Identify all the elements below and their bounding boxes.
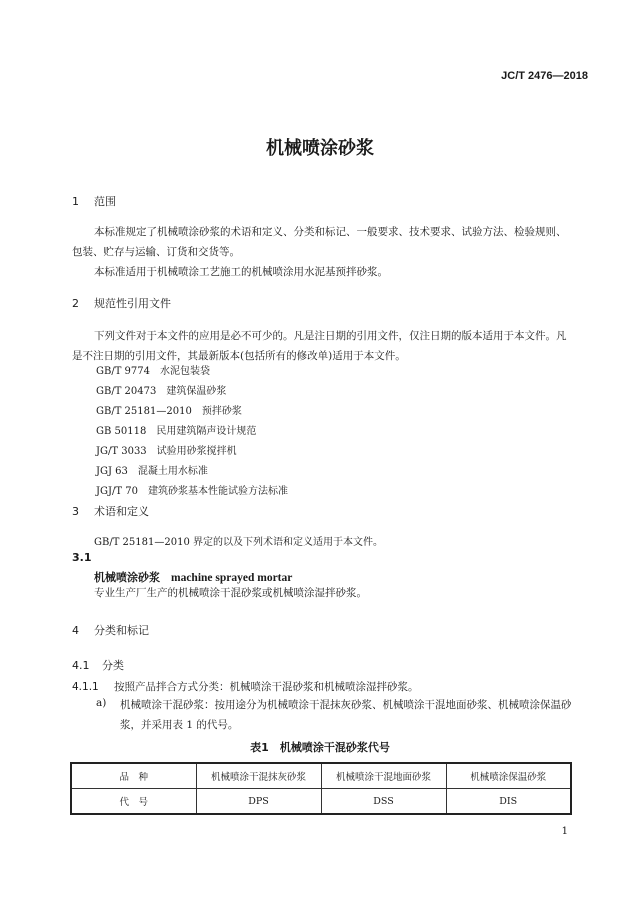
clause-4-1-1 [72, 677, 592, 697]
table-cell: 机械喷涂干混抹灰砂浆 [196, 763, 321, 789]
reference-item: GB/T 20473 建筑保温砂浆 [96, 386, 227, 397]
subsection-number: 4.1 [72, 659, 90, 672]
reference-item: GB 50118 民用建筑隔声设计规范 [96, 426, 257, 437]
term-definition: 专业生产厂生产的机械喷涂干混砂浆或机械喷涂湿拌砂浆。 [94, 587, 367, 599]
section-number: 1 [72, 195, 79, 208]
section-title: 范围 [94, 195, 116, 208]
section-number: 3 [72, 505, 79, 518]
section-1-heading [72, 193, 116, 209]
table-cell: 机械喷涂干混地面砂浆 [321, 763, 446, 789]
scope-paragraph-1: 本标准规定了机械喷涂砂浆的术语和定义、分类和标记、一般要求、技术要求、试验方法、检验规则、包装、贮存与运输、订货和交货等。 [72, 226, 567, 258]
reference-item: GB/T 9774 水泥包装袋 [96, 366, 211, 377]
reference-item: GB/T 25181—2010 预拌砂浆 [96, 406, 242, 417]
section-number: 4 [72, 624, 79, 637]
table-header-cell: 品 种 [71, 763, 196, 789]
subsection-title: 分类 [102, 659, 124, 672]
section-number: 2 [72, 297, 79, 310]
table-row [71, 763, 571, 789]
table-caption: 表1 机械喷涂干混砂浆代号 [250, 741, 390, 754]
mortar-code-table [70, 762, 572, 815]
terms-intro: GB/T 25181—2010 界定的以及下列术语和定义适用于本文件。 [94, 537, 383, 548]
term-number: 3.1 [72, 551, 92, 564]
page-number: 1 [561, 826, 568, 837]
standard-code: JC/T 2476—2018 [501, 70, 588, 82]
normative-intro: 下列文件对于本文件的应用是必不可少的。凡是注日期的引用文件，仅注日期的版本适用于本文件。凡是不注日期的引用文件，其最新版本(包括所有的修改单)适用于本文件。 [72, 330, 567, 362]
table-cell: 机械喷涂保温砂浆 [446, 763, 571, 789]
clause-number: 4.1.1 [72, 681, 99, 693]
scope-paragraph-2: 本标准适用于机械喷涂工艺施工的机械喷涂用水泥基预拌砂浆。 [94, 266, 388, 278]
section-title: 术语和定义 [94, 505, 149, 518]
document-title: 机械喷涂砂浆 [266, 138, 374, 159]
section-4-heading [72, 622, 149, 638]
table-row [71, 789, 571, 815]
table-cell: DIS [446, 789, 571, 815]
table-header-cell: 代 号 [71, 789, 196, 815]
reference-item: JGJ 63 混凝土用水标准 [96, 466, 208, 477]
reference-item: JG/T 3033 试验用砂浆搅拌机 [96, 446, 237, 457]
list-item-label: a) [96, 697, 107, 709]
list-item-a-text: 机械喷涂干混砂浆：按用途分为机械喷涂干混抹灰砂浆、机械喷涂干混地面砂浆、机械喷涂保温砂浆，并采用表 1 的代号。 [120, 699, 572, 731]
reference-item: JGJ/T 70 建筑砂浆基本性能试验方法标准 [96, 486, 288, 497]
section-3-heading [72, 503, 149, 519]
clause-text: 按照产品拌合方式分类：机械喷涂干混砂浆和机械喷涂湿拌砂浆。 [114, 681, 419, 693]
term-english: machine sprayed mortar [171, 572, 293, 584]
section-2-heading [72, 295, 171, 311]
term-chinese: 机械喷涂砂浆 [94, 571, 160, 584]
section-title: 规范性引用文件 [94, 297, 171, 310]
subsection-4-1-heading [72, 657, 124, 673]
table-cell: DSS [321, 789, 446, 815]
section-title: 分类和标记 [94, 624, 149, 637]
table-cell: DPS [196, 789, 321, 815]
